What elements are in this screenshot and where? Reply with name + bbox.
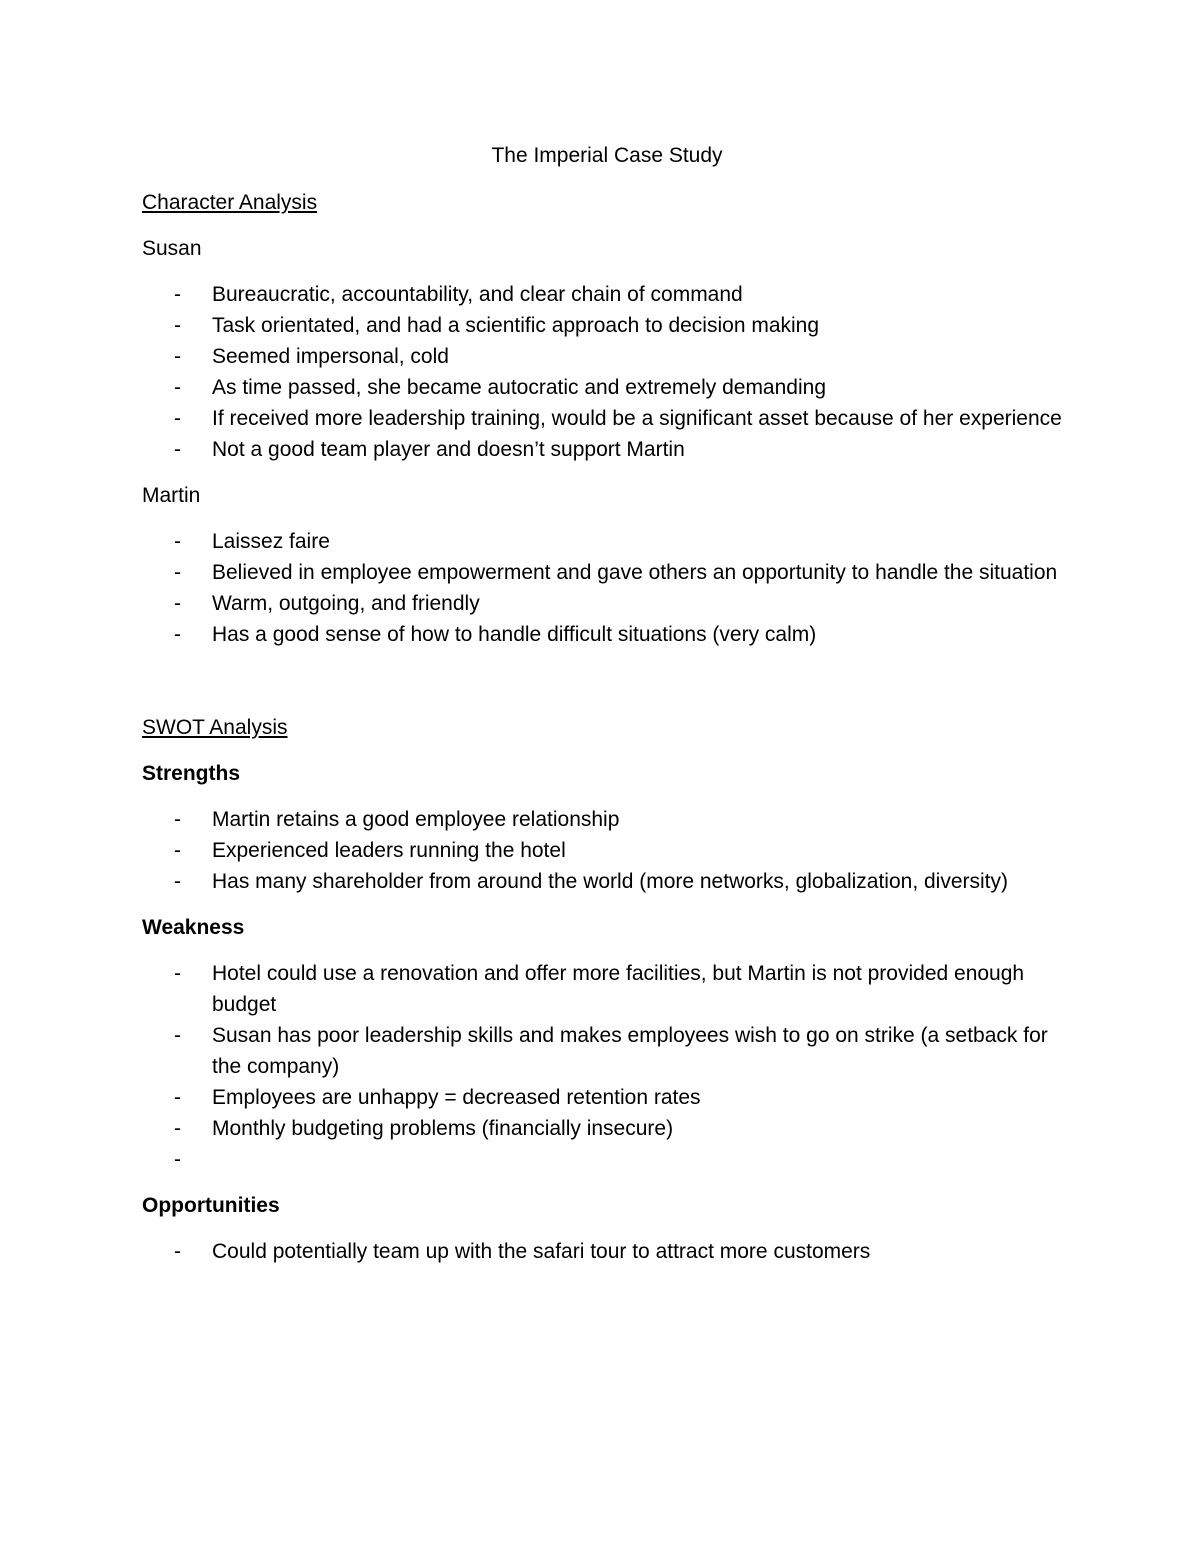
bullet-dash: - — [174, 1086, 181, 1109]
bullet-dash: - — [174, 561, 181, 584]
list-item: - Susan has poor leadership skills and makes employees wish to go on strike (a setback for the company) — [142, 1020, 1072, 1082]
list-item: - Task orientated, and had a scientific approach to decision making — [142, 310, 1072, 341]
bullet-dash: - — [174, 345, 181, 368]
list-item: - Has a good sense of how to handle difficult situations (very calm) — [142, 619, 1072, 650]
list-item: - Bureaucratic, accountability, and clear chain of command — [142, 279, 1072, 310]
character-analysis-heading: Character Analysis — [142, 191, 318, 214]
list-item: - As time passed, she became autocratic and extremely demanding — [142, 372, 1072, 403]
martin-list — [142, 526, 1072, 650]
bullet-dash: - — [174, 376, 181, 399]
list-item: - Hotel could use a renovation and offer more facilities, but Martin is not provided enough budget — [142, 958, 1072, 1020]
bullet-dash: - — [174, 592, 181, 615]
list-item: - Not a good team player and doesn’t support Martin — [142, 434, 1072, 465]
weakness-heading: Weakness — [142, 916, 245, 939]
strengths-list — [142, 804, 1072, 897]
martin-heading: Martin — [142, 484, 201, 507]
list-item: - If received more leadership training, would be a significant asset because of her experience — [142, 403, 1072, 434]
list-item — [142, 1144, 1072, 1175]
list-item: - Believed in employee empowerment and gave others an opportunity to handle the situation — [142, 557, 1072, 588]
bullet-dash: - — [174, 438, 181, 461]
bullet-dash: - — [174, 407, 181, 430]
bullet-dash: - — [174, 808, 181, 831]
document-content — [142, 140, 1072, 1282]
bullet-dash: - — [174, 1117, 181, 1140]
opportunities-heading: Opportunities — [142, 1194, 280, 1217]
susan-heading: Susan — [142, 237, 202, 260]
bullet-dash: - — [174, 962, 181, 985]
list-item: - Has many shareholder from around the world (more networks, globalization, diversity) — [142, 866, 1072, 897]
swot-analysis-heading: SWOT Analysis — [142, 716, 288, 739]
list-item: - Seemed impersonal, cold — [142, 341, 1072, 372]
weakness-list — [142, 958, 1072, 1175]
strengths-heading: Strengths — [142, 762, 241, 785]
bullet-dash: - — [174, 1024, 181, 1047]
list-item: - Monthly budgeting problems (financially insecure) — [142, 1113, 1072, 1144]
bullet-dash: - — [174, 870, 181, 893]
list-item: - Laissez faire — [142, 526, 1072, 557]
susan-list — [142, 279, 1072, 465]
bullet-dash: - — [174, 530, 181, 553]
bullet-dash: - — [174, 314, 181, 337]
document-title: The Imperial Case Study — [491, 144, 723, 167]
bullet-dash: - — [174, 623, 181, 646]
bullet-dash: - — [174, 1148, 181, 1171]
list-item: - Employees are unhappy = decreased retention rates — [142, 1082, 1072, 1113]
list-item: - Could potentially team up with the safari tour to attract more customers — [142, 1236, 1072, 1267]
bullet-dash: - — [174, 283, 181, 306]
list-item: - Experienced leaders running the hotel — [142, 835, 1072, 866]
bullet-dash: - — [174, 839, 181, 862]
list-item: - Warm, outgoing, and friendly — [142, 588, 1072, 619]
bullet-dash: - — [174, 1240, 181, 1263]
opportunities-list — [142, 1236, 1072, 1267]
blank-line — [142, 665, 1072, 712]
list-item: - Martin retains a good employee relationship — [142, 804, 1072, 835]
